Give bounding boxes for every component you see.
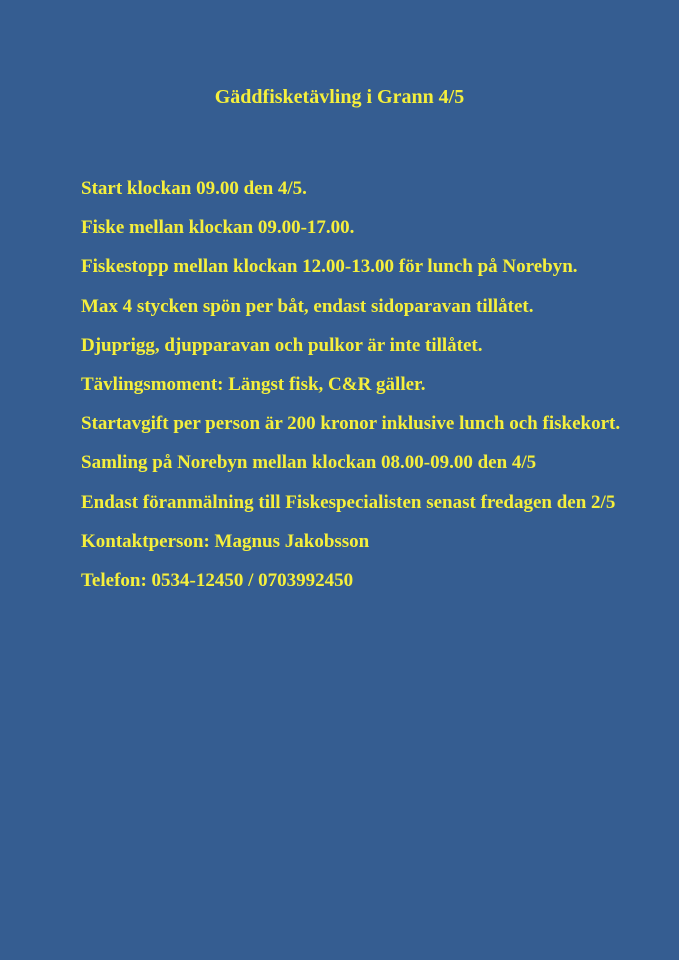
entry-fee-line: Startavgift per person är 200 kronor inklusive lunch och fiskekort. bbox=[81, 413, 621, 435]
registration-line: Endast föranmälning till Fiskespecialisten senast fredagen den 2/5 bbox=[81, 491, 616, 513]
equipment-rule-line: Max 4 stycken spön per båt, endast sidoparavan tillåtet. bbox=[81, 295, 534, 317]
contact-person-line: Kontaktperson: Magnus Jakobsson bbox=[81, 530, 370, 552]
fishing-hours-line: Fiske mellan klockan 09.00-17.00. bbox=[81, 217, 355, 239]
prohibited-gear-line: Djuprigg, djupparavan och pulkor är inte tillåtet. bbox=[81, 334, 483, 356]
meeting-point-line: Samling på Norebyn mellan klockan 08.00-09.00 den 4/5 bbox=[81, 452, 537, 474]
competition-format-line: Tävlingsmoment: Längst fisk, C&R gäller. bbox=[81, 374, 426, 396]
flyer-title: Gäddfisketävling i Grann 4/5 bbox=[214, 86, 465, 108]
phone-line: Telefon: 0534-12450 / 0703992450 bbox=[81, 570, 354, 592]
start-time-line: Start klockan 09.00 den 4/5. bbox=[81, 178, 307, 199]
flyer-body bbox=[81, 169, 621, 600]
lunch-break-line: Fiskestopp mellan klockan 12.00-13.00 för lunch på Norebyn. bbox=[81, 256, 578, 278]
